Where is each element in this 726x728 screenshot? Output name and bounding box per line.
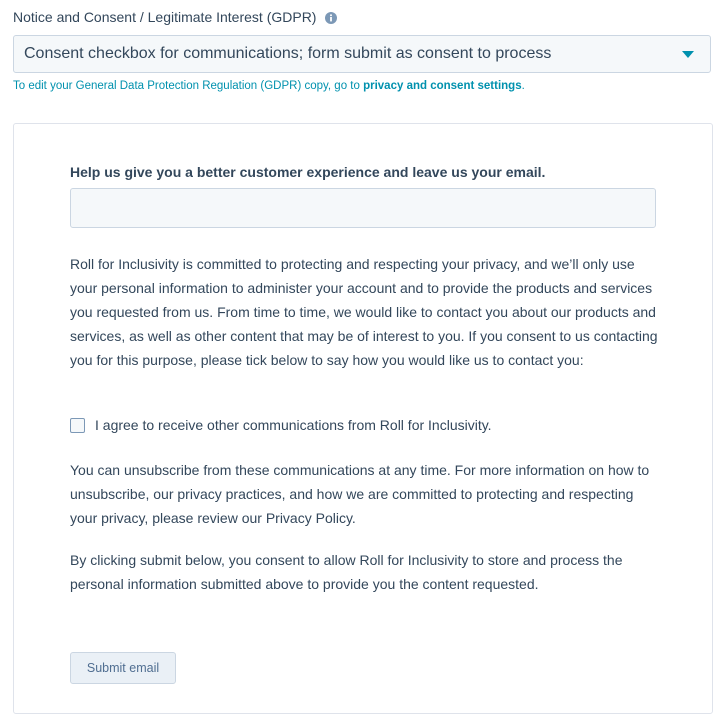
form-heading: Help us give you a better customer experience and leave us your email.: [70, 164, 546, 180]
info-icon[interactable]: [325, 11, 337, 23]
privacy-notice-text: Roll for Inclusivity is committed to protecting and respecting your privacy, and we’ll only use your personal information to administer your account and to provide the products and services you requested from us. From time to time, we would like to contact you about our products and services, as well as other content that may be of interest to you. If you consent to us contacting you for this purpose, please tick below to say how you would like us to contact you:: [70, 256, 658, 368]
communications-consent-label[interactable]: I agree to receive other communications from Roll for Inclusivity.: [95, 417, 492, 433]
submit-consent-text: By clicking submit below, you consent to allow Roll for Inclusivity to store and process the personal information submitted above to provide you the content requested.: [70, 552, 623, 592]
help-text-suffix: .: [521, 80, 525, 92]
email-input[interactable]: [70, 188, 656, 228]
form-preview-panel: [13, 123, 713, 714]
caret-down-icon: [682, 51, 694, 58]
submit-email-button[interactable]: Submit email: [70, 652, 176, 684]
privacy-consent-settings-link[interactable]: privacy and consent settings: [363, 80, 522, 92]
help-text-prefix: To edit your General Data Protection Regulation (GDPR) copy, go to: [13, 80, 360, 92]
gdpr-help-text: [13, 80, 525, 92]
unsubscribe-notice-text: You can unsubscribe from these communications at any time. For more information on how to unsubscribe, our privacy practices, and how we are committed to protecting and respecting your privacy, please review our Privacy Policy.: [70, 462, 650, 526]
communications-consent-checkbox[interactable]: [70, 418, 85, 433]
gdpr-label-text: Notice and Consent / Legitimate Interest (GDPR): [13, 9, 317, 25]
communications-consent-row[interactable]: [70, 417, 492, 433]
consent-type-select[interactable]: [13, 35, 711, 73]
gdpr-section-label: [13, 9, 337, 25]
consent-type-selected-value: Consent checkbox for communications; form submit as consent to process: [24, 45, 552, 62]
